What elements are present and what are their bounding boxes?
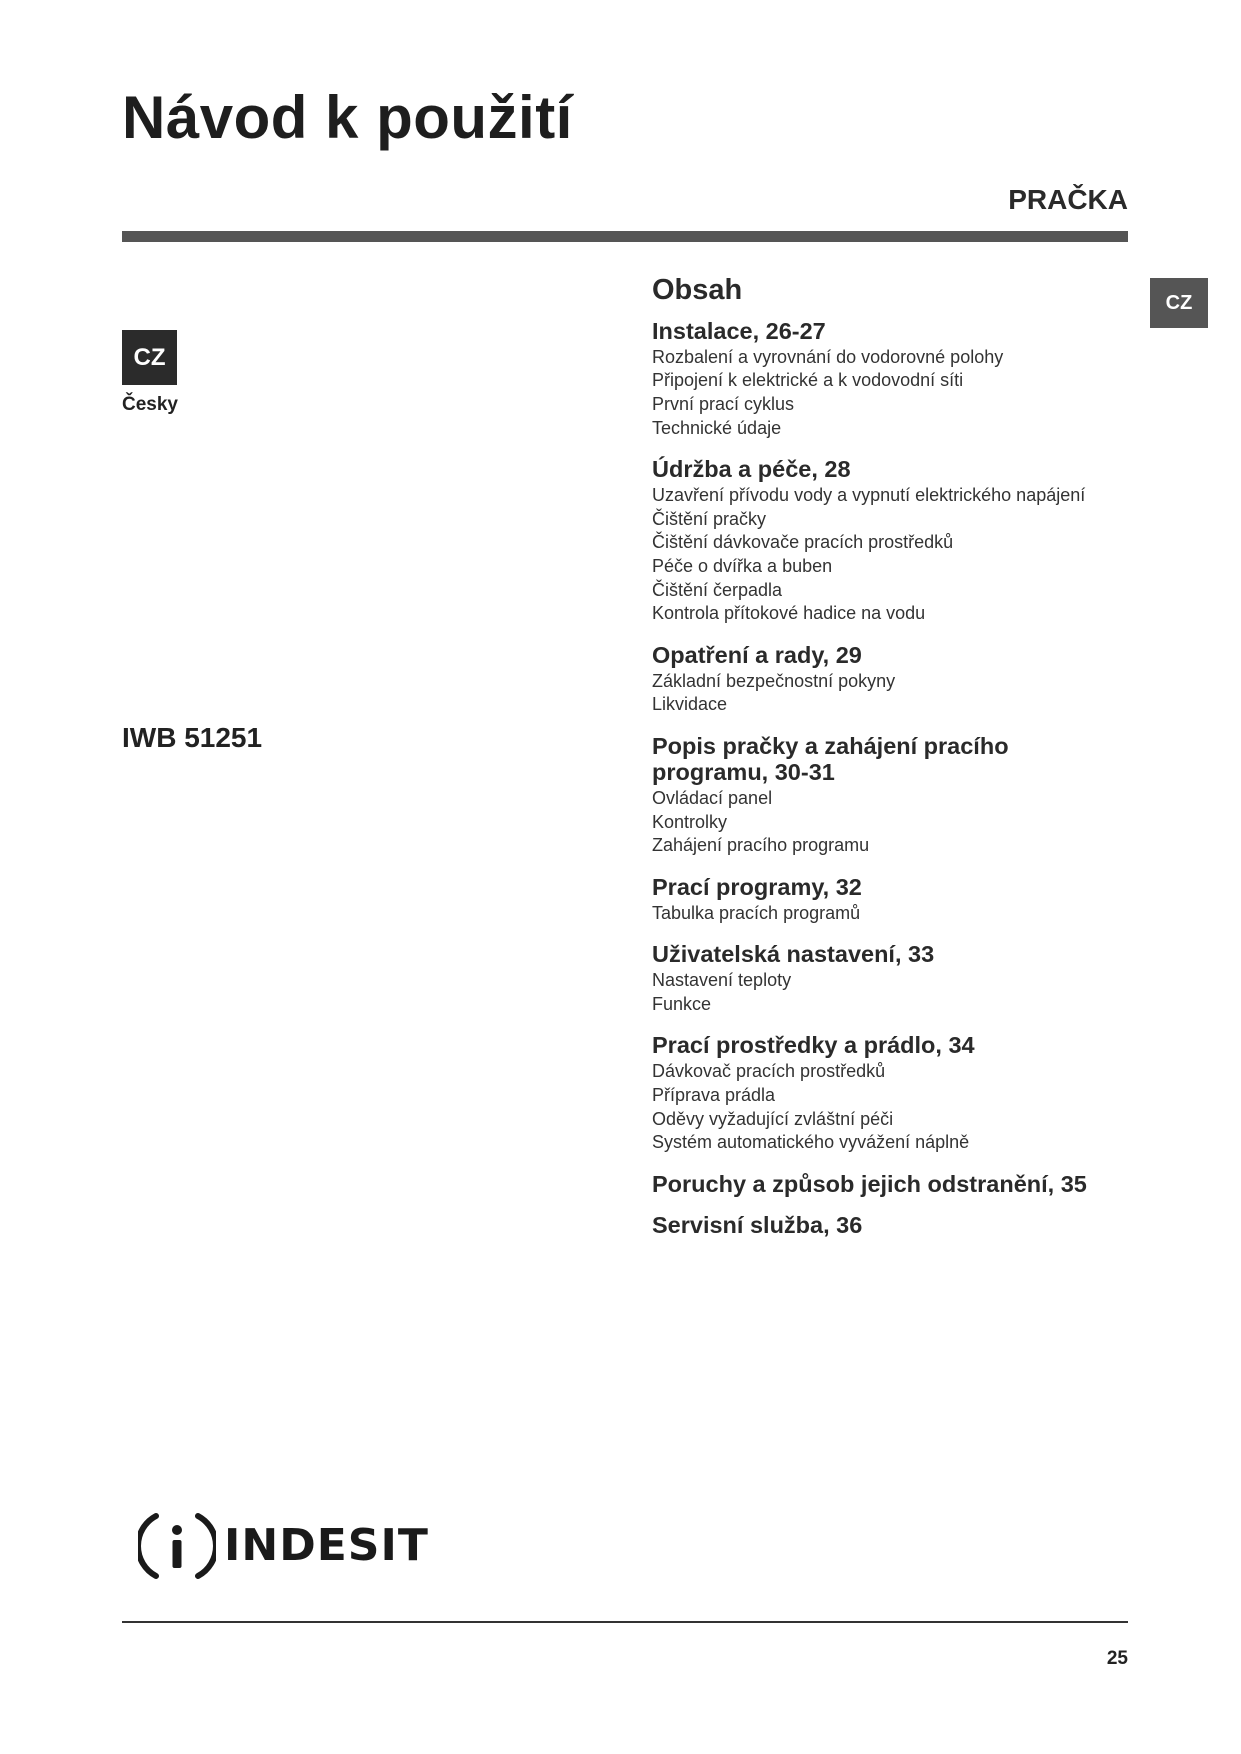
- toc-section-precautions: [652, 641, 1122, 717]
- toc-item: Základní bezpečnostní pokyny: [652, 670, 896, 691]
- toc-heading: Opatření a rady, 29: [652, 641, 862, 668]
- table-of-contents: [652, 273, 1122, 1255]
- toc-item: Funkce: [652, 993, 712, 1014]
- toc-item: Kontrola přítokové hadice na vodu: [652, 603, 926, 624]
- toc-heading: Prací prostředky a prádlo, 34: [652, 1032, 975, 1059]
- toc-heading: Popis pračky a zahájení pracího: [652, 732, 1009, 759]
- toc-item: Zahájení pracího programu: [652, 835, 870, 856]
- toc-item: Technické údaje: [652, 417, 782, 438]
- indesit-i-logo-icon: [138, 1510, 216, 1582]
- toc-item: Dávkovač pracích prostředků: [652, 1061, 886, 1082]
- toc-section-detergents: [652, 1034, 1122, 1154]
- toc-heading: Instalace, 26-27: [652, 317, 826, 344]
- brand-logo: [138, 1510, 429, 1582]
- toc-section-troubleshooting: [652, 1170, 1122, 1197]
- toc-heading: Poruchy a způsob jejich odstranění, 35: [652, 1170, 1087, 1197]
- toc-item: Příprava prádla: [652, 1085, 776, 1106]
- brand-name: INDESIT: [224, 1520, 429, 1571]
- toc-item: Čištění pračky: [652, 508, 767, 529]
- product-name: PRAČKA: [1008, 184, 1128, 215]
- toc-heading: Prací programy, 32: [652, 873, 862, 900]
- toc-item: Péče o dvířka a buben: [652, 555, 833, 576]
- toc-section-service: [652, 1211, 1122, 1238]
- toc-item: Rozbalení a vyrovnání do vodorovné polohy: [652, 346, 1004, 367]
- toc-item: Likvidace: [652, 694, 728, 715]
- toc-item: Nastavení teploty: [652, 970, 792, 991]
- language-code-badge: CZ: [122, 330, 177, 385]
- toc-item: Čištění dávkovače pracích prostředků: [652, 532, 954, 553]
- toc-section-description: [652, 732, 1122, 858]
- toc-heading: Údržba a péče, 28: [652, 456, 851, 483]
- toc-item: Čištění čerpadla: [652, 579, 783, 600]
- toc-section-maintenance: [652, 458, 1122, 626]
- page-number: 25: [1106, 1648, 1128, 1669]
- toc-item: Ovládací panel: [652, 787, 773, 808]
- toc-item: První prací cyklus: [652, 393, 795, 414]
- footer-divider: [122, 1621, 1128, 1623]
- toc-section-programs: [652, 873, 1122, 926]
- toc-heading: Uživatelská nastavení, 33: [652, 941, 935, 968]
- toc-item: Systém automatického vyvážení náplně: [652, 1132, 970, 1153]
- toc-heading: Servisní služba, 36: [652, 1211, 863, 1238]
- toc-section-user-settings: [652, 943, 1122, 1016]
- toc-item: Tabulka pracích programů: [652, 902, 861, 923]
- toc-heading: programu, 30-31: [652, 758, 835, 785]
- toc-item: Připojení k elektrické a k vodovodní síti: [652, 370, 964, 391]
- language-name: Česky: [122, 394, 178, 415]
- toc-item: Kontrolky: [652, 811, 728, 832]
- toc-item: Uzavření přívodu vody a vypnutí elektrického napájení: [652, 485, 1086, 506]
- toc-section-installation: [652, 317, 1122, 440]
- language-side-tab: CZ: [1150, 278, 1208, 328]
- document-title: Návod k použití: [122, 84, 573, 151]
- model-number: IWB 51251: [122, 722, 263, 753]
- toc-title: Obsah: [652, 274, 743, 306]
- toc-item: Oděvy vyžadující zvláštní péči: [652, 1108, 894, 1129]
- header-divider: [122, 231, 1128, 242]
